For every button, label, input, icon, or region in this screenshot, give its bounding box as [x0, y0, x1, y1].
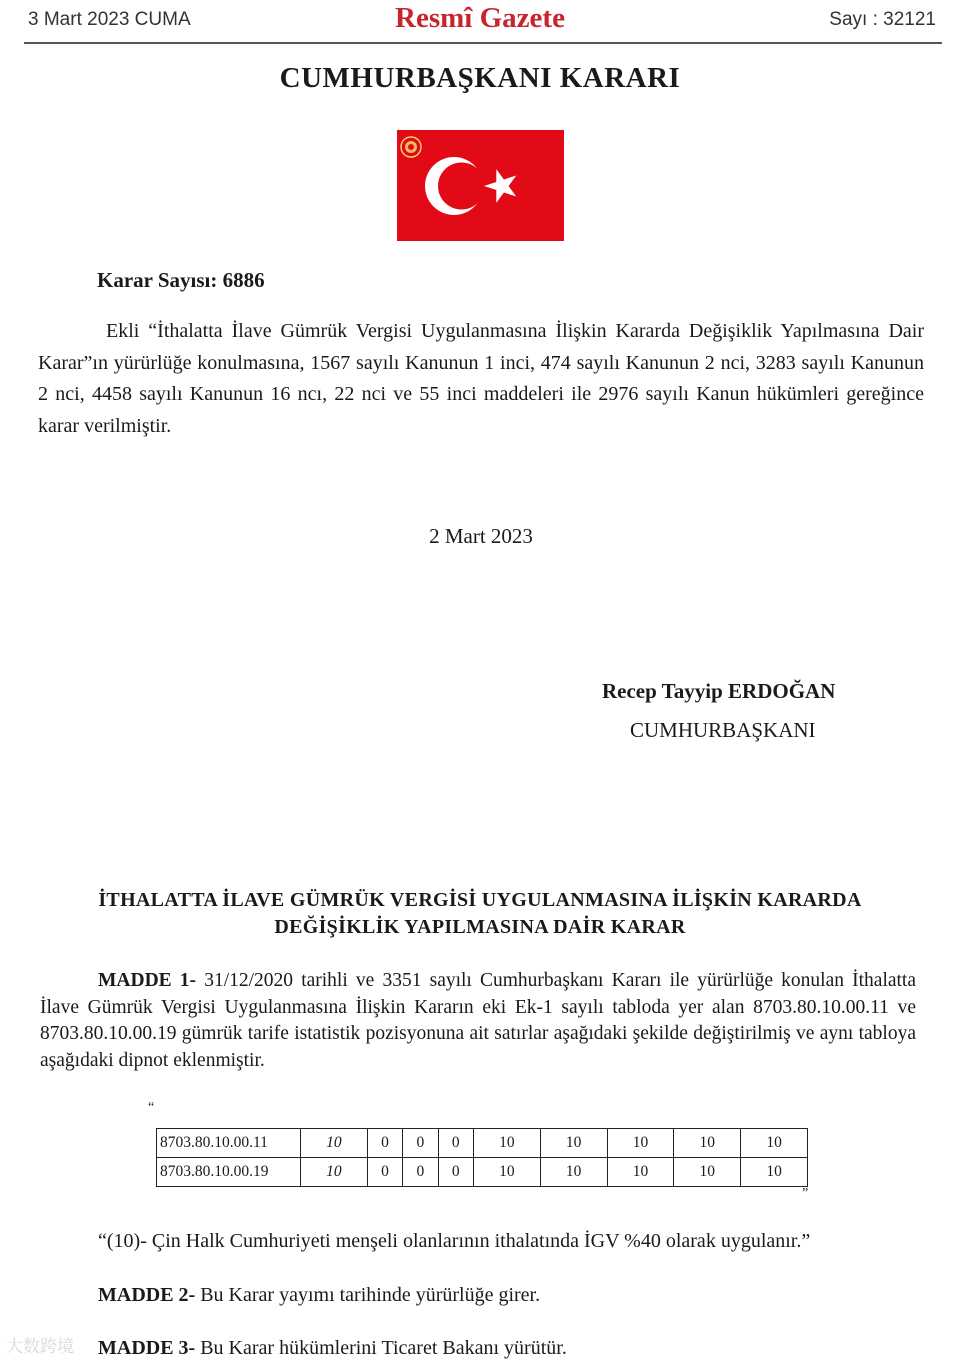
issue-number: Sayı : 32121	[829, 9, 936, 30]
signatory-title: CUMHURBAŞKANI	[630, 718, 816, 742]
article-3	[98, 1337, 567, 1360]
intro-paragraph: Ekli “İthalatta İlave Gümrük Vergisi Uygulanmasına İlişkin Kararda Değişiklik Yapılmasına Dair Karar”ın yürürlüğe konulmasına, 1567 sayılı Kanunun 1 inci, 474 sayılı Kanunun 2 nci, 3283 sayılı Kanunun 2 nci, 4458 sayılı Kanunun 16 ncı, 22 nci ve 55 inci maddeleri ile 2976 sayılı Kanun hükümleri gereğince karar verilmiştir.	[38, 320, 924, 437]
article-1-text: 31/12/2020 tarihli ve 3351 sayılı Cumhurbaşkanı Kararı ile yürürlüğe konulan İthalatta İlave Gümrük Vergisi Uygulanmasına İlişkin Kararın eki Ek-1 sayılı tabloda yer alan 8703.80.10.00.11 ve 8703.80.10.00.19 gümrük tarife istatistik pozisyonuna ait satırlar aşağıdaki şekilde değiştirilmiş ve aynı tabloya aşağıdaki dipnot eklenmiştir.	[40, 970, 917, 1071]
footnote: “(10)- Çin Halk Cumhuriyeti menşeli olanlarının ithalatında İGV %40 olarak uygulanır.”	[98, 1230, 811, 1252]
gazette-masthead: Resmî Gazete	[395, 2, 565, 34]
tariff-rate-cell: 10	[474, 1158, 541, 1187]
tariff-rate-cell: 0	[367, 1158, 402, 1187]
article-2-label: MADDE 2-	[98, 1284, 196, 1306]
annex-title-line1: İTHALATTA İLAVE GÜMRÜK VERGİSİ UYGULANMASINA İLİŞKİN KARARDA	[98, 889, 862, 911]
tariff-rate-cell: 10	[741, 1158, 808, 1187]
tariff-rate-cell: 10	[301, 1158, 368, 1187]
article-3-label: MADDE 3-	[98, 1337, 196, 1359]
annex-title-line2: DEĞİŞİKLİK YAPILMASINA DAİR KARAR	[274, 916, 686, 938]
annex-title	[40, 887, 920, 941]
header-date: 3 Mart 2023 CUMA	[28, 9, 191, 30]
table-row	[157, 1158, 808, 1187]
tariff-rate-cell: 10	[674, 1158, 741, 1187]
tariff-rate-cell: 10	[540, 1158, 607, 1187]
decision-date: 2 Mart 2023	[429, 524, 533, 548]
table-row	[157, 1129, 808, 1158]
tariff-table	[156, 1128, 808, 1187]
tariff-rate-cell: 10	[674, 1129, 741, 1158]
header-divider	[24, 42, 942, 44]
tariff-rate-cell: 10	[741, 1129, 808, 1158]
article-2-text: Bu Karar yayımı tarihinde yürürlüğe girer.	[195, 1284, 541, 1306]
tariff-code-cell: 8703.80.10.00.11	[157, 1129, 301, 1158]
tariff-rate-cell: 10	[540, 1129, 607, 1158]
tariff-rate-cell: 0	[438, 1158, 473, 1187]
article-1-label: MADDE 1-	[98, 970, 197, 991]
article-2	[98, 1284, 540, 1307]
tariff-rate-cell: 0	[438, 1129, 473, 1158]
tariff-rate-cell: 10	[474, 1129, 541, 1158]
tariff-rate-cell: 0	[403, 1129, 438, 1158]
tariff-rate-cell: 0	[367, 1129, 402, 1158]
table-open-quote: “	[148, 1100, 155, 1115]
article-1	[40, 968, 916, 1074]
signatory-name: Recep Tayyip ERDOĞAN	[602, 679, 836, 703]
table-close-quote: ”	[802, 1186, 809, 1201]
tariff-rate-cell: 10	[607, 1158, 674, 1187]
article-3-text: Bu Karar hükümlerini Ticaret Bakanı yürütür.	[195, 1337, 567, 1359]
decision-number: Karar Sayısı: 6886	[97, 268, 265, 292]
turkish-flag-icon	[397, 130, 564, 241]
document-title: CUMHURBAŞKANI KARARI	[279, 62, 681, 94]
tariff-rate-cell: 10	[301, 1129, 368, 1158]
tariff-code-cell: 8703.80.10.00.19	[157, 1158, 301, 1187]
tariff-rate-cell: 10	[607, 1129, 674, 1158]
watermark: 大数跨境	[6, 1337, 74, 1357]
tariff-rate-cell: 0	[403, 1158, 438, 1187]
